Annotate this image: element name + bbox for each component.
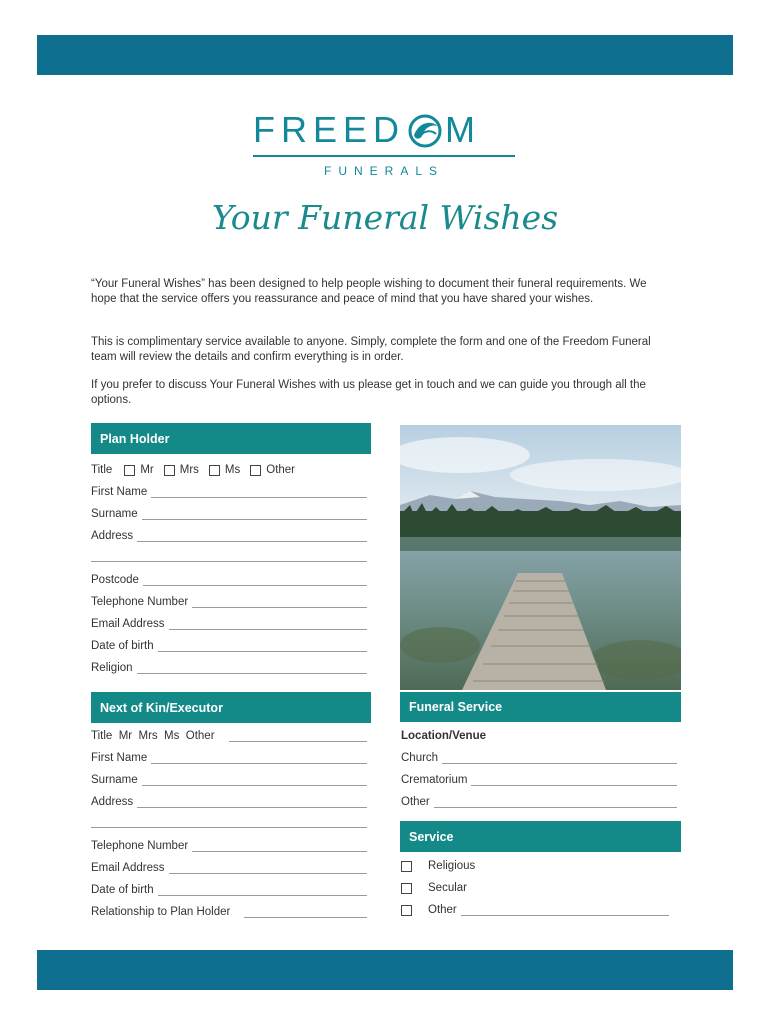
input-line[interactable]: [434, 798, 677, 808]
service-heading: Service: [400, 821, 681, 852]
input-line[interactable]: [137, 798, 367, 808]
option-label: Secular: [428, 882, 467, 894]
kin-telephone-field[interactable]: [91, 840, 367, 852]
plan-address-field[interactable]: [91, 530, 367, 542]
field-label: First Name: [91, 486, 148, 498]
input-line[interactable]: [158, 642, 367, 652]
intro-text-2: This is complimentary service available to anyone. Simply, complete the form and one of the Freedom Funeral team will review the details and confirm everything is in order.: [91, 336, 651, 363]
field-label: Religion: [91, 662, 133, 674]
title-mr-checkbox[interactable]: [124, 465, 135, 476]
kin-first-name-field[interactable]: [91, 752, 367, 764]
bottom-banner: [37, 950, 733, 990]
input-line[interactable]: [142, 776, 367, 786]
title-mrs-label: Mrs: [179, 464, 199, 476]
field-label: First Name: [91, 752, 148, 764]
page-title: Your Funeral Wishes: [211, 198, 559, 237]
field-label: Crematorium: [401, 774, 468, 786]
secular-checkbox[interactable]: [401, 883, 412, 894]
input-line[interactable]: [151, 488, 367, 498]
title-other-checkbox[interactable]: [250, 465, 261, 476]
intro-paragraph-3: [91, 378, 651, 407]
plan-address-line-2[interactable]: [91, 552, 367, 562]
kin-relationship-field[interactable]: [91, 906, 367, 918]
input-line[interactable]: [137, 532, 367, 542]
kin-surname-field[interactable]: [91, 774, 367, 786]
kin-email-field[interactable]: [91, 862, 367, 874]
input-line[interactable]: [151, 754, 367, 764]
lake-dock-photo: [400, 425, 681, 690]
logo-word-text: [253, 112, 475, 148]
location-venue-subheading: Location/Venue: [401, 730, 486, 742]
venue-other-field[interactable]: [401, 796, 677, 808]
field-label: Surname: [91, 508, 138, 520]
logo-wordmark: FREED M: [253, 109, 482, 150]
field-label: Other: [401, 796, 430, 808]
field-label: Surname: [91, 774, 138, 786]
field-label: Relationship to Plan Holder: [91, 906, 231, 918]
field-label: Date of birth: [91, 640, 154, 652]
plan-email-field[interactable]: [91, 618, 367, 630]
service-religious-option[interactable]: [401, 860, 677, 872]
freedom-funerals-logo: [253, 109, 517, 178]
church-field[interactable]: [401, 752, 677, 764]
service-other-option[interactable]: [401, 904, 669, 916]
title-ms-label: Ms: [224, 464, 241, 476]
plan-holder-heading: Plan Holder: [91, 423, 371, 454]
plan-postcode-field[interactable]: [91, 574, 367, 586]
input-line[interactable]: [442, 754, 677, 764]
field-label: Title Mr Mrs Ms Other: [91, 730, 215, 742]
field-label: Date of birth: [91, 884, 154, 896]
field-label: Church: [401, 752, 439, 764]
funeral-service-heading: Funeral Service: [400, 692, 681, 722]
input-line[interactable]: [169, 620, 367, 630]
title-mr-label: Mr: [140, 464, 154, 476]
title-row: [91, 464, 371, 476]
input-line[interactable]: [91, 552, 367, 562]
intro-paragraph-1: [91, 277, 651, 306]
input-line[interactable]: [192, 598, 367, 608]
input-line[interactable]: [471, 776, 677, 786]
religious-checkbox[interactable]: [401, 861, 412, 872]
service-secular-option[interactable]: [401, 882, 677, 894]
logo-divider: [253, 155, 515, 157]
field-label: Address: [91, 530, 134, 542]
kin-address-line-2[interactable]: [91, 818, 367, 828]
plan-dob-field[interactable]: [91, 640, 367, 652]
intro-text-1: “Your Funeral Wishes” has been designed to help people wishing to document their funeral requirements. We hope that the service offers you reassurance and peace of mind that you have shared your wishes.: [91, 278, 647, 305]
plan-telephone-field[interactable]: [91, 596, 367, 608]
logo-subtitle: FUNERALS: [323, 164, 444, 178]
input-line[interactable]: [158, 886, 367, 896]
plan-surname-field[interactable]: [91, 508, 367, 520]
input-line[interactable]: [192, 842, 367, 852]
field-label: Email Address: [91, 618, 165, 630]
field-label: Telephone Number: [91, 596, 189, 608]
title-other-label: Other: [266, 464, 296, 476]
crematorium-field[interactable]: [401, 774, 677, 786]
title-ms-checkbox[interactable]: [209, 465, 220, 476]
field-label: Telephone Number: [91, 840, 189, 852]
field-label: Address: [91, 796, 134, 808]
intro-text-3: If you prefer to discuss Your Funeral Wishes with us please get in touch and we can guide you through all the options.: [91, 379, 646, 406]
input-line[interactable]: [244, 908, 367, 918]
plan-religion-field[interactable]: [91, 662, 367, 674]
input-line[interactable]: [143, 576, 367, 586]
plan-first-name-field[interactable]: [91, 486, 367, 498]
input-line[interactable]: [91, 818, 367, 828]
kin-title-field[interactable]: [91, 730, 367, 742]
field-label: Postcode: [91, 574, 139, 586]
intro-paragraph-2: [91, 335, 651, 364]
option-label: Other: [428, 904, 457, 916]
other-checkbox[interactable]: [401, 905, 412, 916]
input-line[interactable]: [461, 906, 669, 916]
title-label: Title: [91, 464, 113, 476]
input-line[interactable]: [142, 510, 367, 520]
input-line[interactable]: [137, 664, 367, 674]
top-banner: [37, 35, 733, 75]
input-line[interactable]: [169, 864, 367, 874]
field-label: Email Address: [91, 862, 165, 874]
title-mrs-checkbox[interactable]: [164, 465, 175, 476]
next-of-kin-heading: Next of Kin/Executor: [91, 692, 371, 723]
option-label: Religious: [428, 860, 476, 872]
kin-address-field[interactable]: [91, 796, 367, 808]
input-line[interactable]: [229, 732, 367, 742]
kin-dob-field[interactable]: [91, 884, 367, 896]
